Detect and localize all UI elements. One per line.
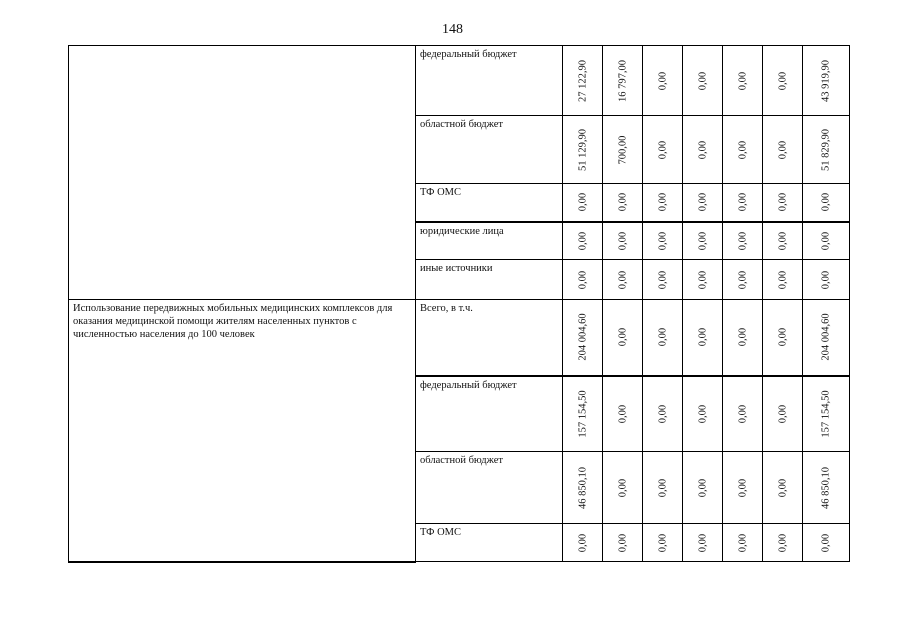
funding-source-cell: областной бюджет — [416, 452, 563, 524]
value-text: 0,00 — [697, 404, 708, 423]
value-cell — [723, 116, 763, 184]
value-cell — [683, 184, 723, 222]
value-cell — [603, 300, 643, 376]
value-text: 0,00 — [777, 270, 788, 289]
value-cell — [763, 184, 803, 222]
value-text: 0,00 — [617, 270, 628, 289]
value-cell — [683, 524, 723, 562]
value-text: 0,00 — [617, 478, 628, 497]
value-text: 16 797,00 — [617, 59, 628, 102]
value-text: 0,00 — [737, 140, 748, 159]
value-text: 0,00 — [697, 328, 708, 347]
value-text: 0,00 — [657, 71, 668, 90]
value-cell — [763, 46, 803, 116]
value-cell — [563, 452, 603, 524]
value-cell — [803, 376, 850, 452]
value-text: 0,00 — [777, 231, 788, 250]
value-text: 43 919,90 — [820, 59, 832, 102]
value-cell — [683, 300, 723, 376]
value-text: 0,00 — [737, 328, 748, 347]
value-cell — [683, 46, 723, 116]
value-cell — [763, 452, 803, 524]
value-cell — [643, 260, 683, 300]
value-text: 0,00 — [617, 193, 628, 212]
value-text: 0,00 — [777, 193, 788, 212]
value-text: 0,00 — [777, 404, 788, 423]
value-text: 0,00 — [657, 328, 668, 347]
value-cell — [723, 260, 763, 300]
value-cell — [603, 116, 643, 184]
funding-source-cell: юридические лица — [416, 222, 563, 260]
value-text: 0,00 — [697, 231, 708, 250]
value-text: 0,00 — [737, 478, 748, 497]
value-text: 0,00 — [777, 328, 788, 347]
value-cell — [603, 184, 643, 222]
value-text: 27 122,90 — [577, 59, 588, 102]
value-text: 0,00 — [777, 478, 788, 497]
funding-source-cell: федеральный бюджет — [416, 46, 563, 116]
value-cell — [723, 452, 763, 524]
value-text: 0,00 — [657, 478, 668, 497]
value-text: 0,00 — [657, 140, 668, 159]
value-text: 0,00 — [697, 270, 708, 289]
value-text: 0,00 — [657, 270, 668, 289]
value-text: 0,00 — [617, 231, 628, 250]
value-cell — [683, 376, 723, 452]
value-cell — [563, 260, 603, 300]
value-text: 0,00 — [737, 270, 748, 289]
value-text: 51 129,90 — [577, 128, 588, 171]
value-cell — [643, 222, 683, 260]
value-cell — [723, 184, 763, 222]
value-cell — [563, 46, 603, 116]
value-cell — [603, 222, 643, 260]
funding-source-cell: областной бюджет — [416, 116, 563, 184]
value-text: 0,00 — [577, 231, 588, 250]
value-cell — [723, 376, 763, 452]
value-cell — [643, 46, 683, 116]
value-text: 0,00 — [820, 533, 832, 552]
value-text: 157 154,50 — [820, 390, 832, 438]
table-row — [69, 300, 850, 376]
value-text: 0,00 — [777, 140, 788, 159]
value-cell — [603, 46, 643, 116]
value-cell — [723, 300, 763, 376]
budget-table — [68, 45, 850, 563]
value-cell — [683, 260, 723, 300]
value-cell — [563, 300, 603, 376]
value-text: 204 004,60 — [820, 313, 832, 361]
value-text: 0,00 — [737, 193, 748, 212]
value-text: 0,00 — [820, 231, 832, 250]
value-text: 0,00 — [697, 478, 708, 497]
value-text: 0,00 — [737, 71, 748, 90]
value-cell — [803, 300, 850, 376]
value-cell — [563, 116, 603, 184]
value-cell — [603, 260, 643, 300]
funding-source-cell: ТФ ОМС — [416, 184, 563, 222]
value-text: 0,00 — [697, 71, 708, 90]
value-text: 0,00 — [697, 140, 708, 159]
value-text: 0,00 — [657, 231, 668, 250]
value-text: 0,00 — [777, 533, 788, 552]
value-text: 0,00 — [820, 270, 832, 289]
value-text: 0,00 — [697, 533, 708, 552]
value-text: 0,00 — [617, 328, 628, 347]
page-number: 148 — [442, 22, 463, 37]
value-cell — [603, 452, 643, 524]
value-text: 0,00 — [820, 193, 832, 212]
value-text: 46 850,10 — [820, 466, 832, 509]
activity-cell — [69, 46, 416, 300]
value-cell — [643, 116, 683, 184]
value-text: 0,00 — [577, 193, 588, 212]
value-cell — [563, 524, 603, 562]
value-text: 0,00 — [657, 404, 668, 423]
value-cell — [763, 222, 803, 260]
value-text: 204 004,60 — [577, 313, 588, 361]
value-cell — [563, 376, 603, 452]
value-cell — [683, 116, 723, 184]
value-text: 0,00 — [577, 270, 588, 289]
value-cell — [803, 524, 850, 562]
value-cell — [763, 524, 803, 562]
value-text: 0,00 — [617, 533, 628, 552]
value-cell — [763, 260, 803, 300]
value-text: 0,00 — [737, 231, 748, 250]
value-text: 0,00 — [737, 533, 748, 552]
value-cell — [563, 184, 603, 222]
value-cell — [803, 46, 850, 116]
value-text: 0,00 — [737, 404, 748, 423]
value-text: 0,00 — [577, 533, 588, 552]
value-text: 0,00 — [617, 404, 628, 423]
value-cell — [603, 524, 643, 562]
funding-source-cell: ТФ ОМС — [416, 524, 563, 562]
value-text: 0,00 — [697, 193, 708, 212]
value-text: 0,00 — [657, 193, 668, 212]
value-cell — [683, 222, 723, 260]
value-cell — [763, 376, 803, 452]
funding-source-cell: федеральный бюджет — [416, 376, 563, 452]
value-cell — [643, 300, 683, 376]
value-cell — [643, 524, 683, 562]
funding-source-cell: Всего, в т.ч. — [416, 300, 563, 376]
activity-cell: Использование передвижных мобильных медицинских комплексов для оказания медицинской помощи жителям населенных пунктов с численностью населения до 100 человек — [69, 300, 416, 562]
funding-source-cell: иные источники — [416, 260, 563, 300]
value-text: 700,00 — [617, 135, 628, 164]
value-text: 46 850,10 — [577, 466, 588, 509]
value-cell — [723, 46, 763, 116]
value-cell — [603, 376, 643, 452]
value-cell — [803, 452, 850, 524]
value-cell — [803, 184, 850, 222]
value-cell — [563, 222, 603, 260]
value-cell — [643, 376, 683, 452]
value-text: 0,00 — [777, 71, 788, 90]
value-cell — [643, 184, 683, 222]
value-cell — [763, 116, 803, 184]
value-text: 157 154,50 — [577, 390, 588, 438]
value-cell — [723, 524, 763, 562]
value-cell — [763, 300, 803, 376]
table-row — [69, 46, 850, 116]
value-text: 0,00 — [657, 533, 668, 552]
value-cell — [683, 452, 723, 524]
value-cell — [643, 452, 683, 524]
value-text: 51 829,90 — [820, 128, 832, 171]
value-cell — [803, 260, 850, 300]
value-cell — [803, 222, 850, 260]
value-cell — [803, 116, 850, 184]
value-cell — [723, 222, 763, 260]
